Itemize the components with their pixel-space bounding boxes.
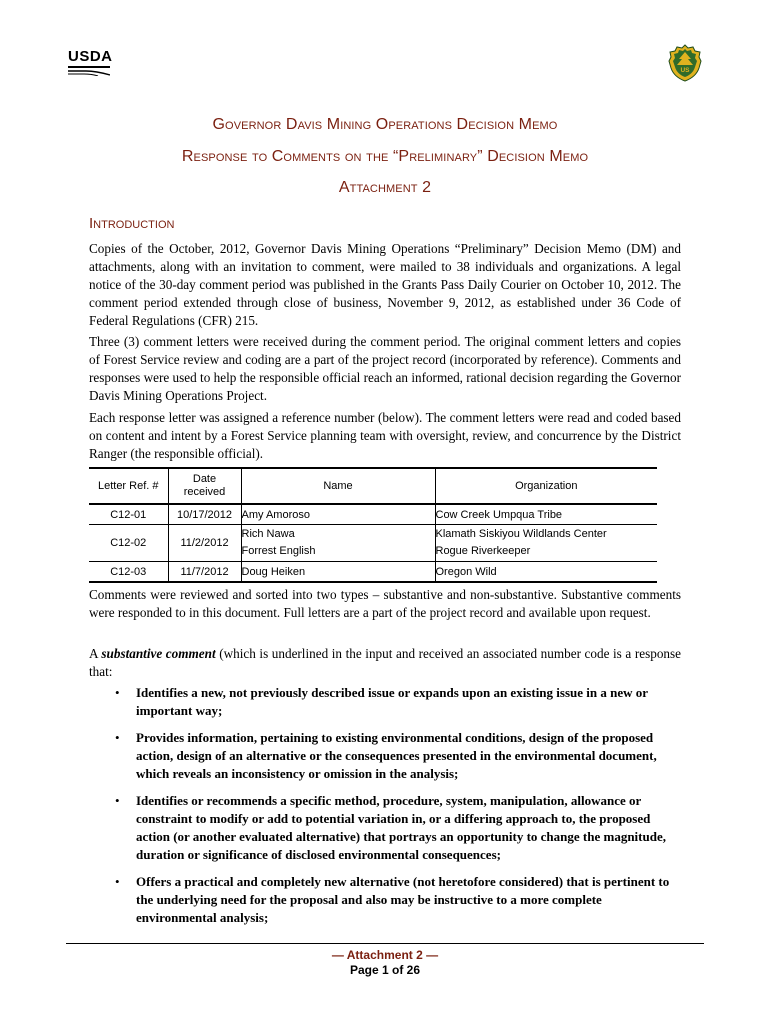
substantive-comment-paragraph — [89, 645, 681, 681]
document-title-line1: Governor Davis Mining Operations Decision Memo — [212, 116, 558, 133]
usda-logo-bar — [68, 66, 110, 68]
footer-attachment-label: — Attachment 2 — — [331, 948, 439, 962]
cell-organization — [435, 525, 657, 562]
cell-name — [241, 525, 435, 562]
usda-logo — [68, 49, 112, 79]
list-item — [89, 792, 681, 864]
substantive-comment-term: substantive comment — [101, 646, 216, 661]
cell-date: 10/17/2012 — [168, 504, 241, 525]
cell-organization-line: Klamath Siskiyou Wildlands Center — [435, 528, 607, 540]
document-title-line3: Attachment 2 — [338, 179, 432, 196]
column-header-organization: Organization — [435, 468, 657, 504]
column-header-name: Name — [241, 468, 435, 504]
cell-organization: Cow Creek Umpqua Tribe — [435, 504, 657, 525]
comments-sorted-paragraph: Comments were reviewed and sorted into two types – substantive and non-substantive. Substantive comments were responded to in this document. Full letters are a part of the project record and available upon request. — [89, 587, 681, 620]
table-row — [89, 562, 657, 583]
list-item-text: Identifies a new, not previously described issue or expands upon an existing issue in a new or important way; — [136, 685, 648, 718]
column-header-date — [168, 468, 241, 504]
section-heading-introduction: Introduction — [89, 215, 175, 232]
cell-letter-ref: C12-02 — [89, 525, 168, 562]
cell-letter-ref: C12-03 — [89, 562, 168, 583]
substantive-prefix: A — [89, 646, 102, 661]
intro-paragraph-2: Three (3) comment letters were received during the comment period. The original comment letters and copies of Forest Service review and coding are a part of the project record (incorporated by reference). Comments and responses were used to help the responsible official reach an informed, rational decision regarding the Governor Davis Mining Operations Project. — [89, 334, 681, 403]
intro-paragraph-1: Copies of the October, 2012, Governor Davis Mining Operations “Preliminary” Decision Memo (DM) and attachments, along with an invitation to comment, were mailed to 38 individuals and organizations. A legal notice of the 30-day comment period was published in the Grants Pass Daily Courier on October 10, 2012. The comment period extended through close of business, November 9, 2012, as established under 36 Code of Federal Regulations (CFR) 215. — [89, 241, 681, 328]
cell-name-line: Forrest English — [241, 545, 316, 557]
bullet-icon: • — [115, 874, 120, 889]
footer-page-number: Page 1 of 26 — [349, 963, 421, 977]
bullet-icon: • — [115, 685, 120, 700]
list-item-text: Identifies or recommends a specific method, procedure, system, manipulation, allowance or constraint to modify or add to potential variation in, or a differing approach to, the proposed action (or another evaluated alternative) that portrays an opportunity to change the magnitude, duration or significance of disclosed environmental consequences; — [136, 793, 666, 862]
column-header-letter-ref: Letter Ref. # — [89, 468, 168, 504]
document-title-line2: Response to Comments on the “Preliminary” Decision Memo — [181, 148, 589, 165]
usda-logo-swoosh — [68, 70, 110, 76]
usda-logo-text: USDA — [68, 48, 113, 65]
cell-organization-line: Rogue Riverkeeper — [435, 545, 531, 557]
bullet-icon: • — [115, 793, 120, 808]
footer-divider — [66, 943, 704, 944]
table-row — [89, 525, 657, 562]
bullet-icon: • — [115, 730, 120, 745]
cell-organization: Oregon Wild — [435, 562, 657, 583]
forest-service-shield-icon — [668, 44, 702, 82]
table-row — [89, 504, 657, 525]
cell-letter-ref: C12-01 — [89, 504, 168, 525]
shield-text: US — [680, 67, 690, 74]
cell-name: Doug Heiken — [241, 562, 435, 583]
table-header-row — [89, 468, 657, 504]
cell-date: 11/7/2012 — [168, 562, 241, 583]
cell-name: Amy Amoroso — [241, 504, 435, 525]
list-item — [89, 729, 681, 783]
column-header-date-line1: Date — [192, 473, 217, 485]
list-item-text: Offers a practical and completely new alternative (not heretofore considered) that is pertinent to the underlying need for the proposal and also may be instructive to a more complete environmental analysis; — [136, 874, 670, 925]
list-item — [89, 684, 681, 720]
list-item — [89, 873, 681, 927]
cell-date: 11/2/2012 — [168, 525, 241, 562]
comment-letters-table — [89, 467, 657, 583]
list-item-text: Provides information, pertaining to existing environmental conditions, design of the proposed action, design of an alternative or the consequences presented in the environmental document, which reveals an inconsistency or omission in the analysis; — [136, 730, 657, 781]
intro-paragraph-3: Each response letter was assigned a reference number (below). The comment letters were read and coded based on content and intent by a Forest Service planning team with oversight, review, and concurrence by the District Ranger (the responsible official). — [89, 410, 681, 461]
substantive-criteria-list — [89, 684, 681, 936]
column-header-date-line2: received — [183, 486, 226, 498]
cell-name-line: Rich Nawa — [241, 528, 295, 540]
substantive-rest: (which is underlined in the input and received an associated number code is a response that: — [89, 646, 681, 679]
